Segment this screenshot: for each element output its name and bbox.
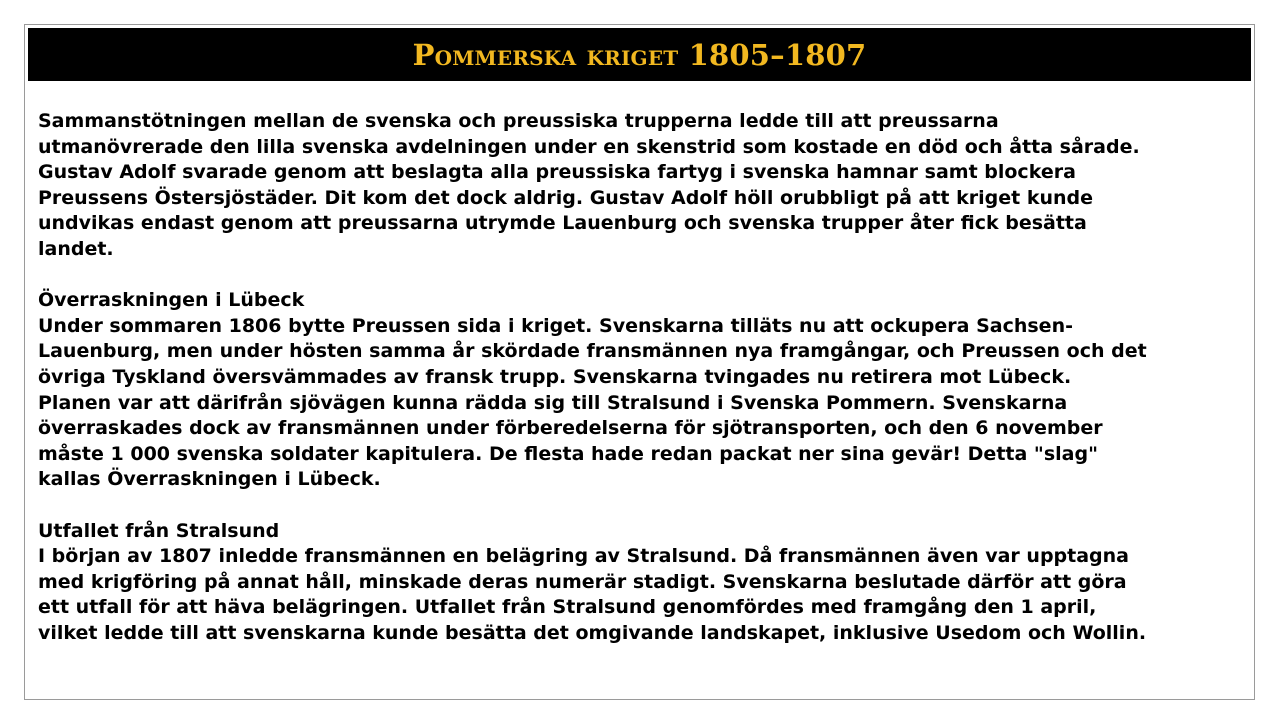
text-line: övriga Tyskland översvämmades av fransk trupp. Svenskarna tvingades nu retirera mot Lübeck.: [38, 365, 1072, 388]
slide-body: [38, 109, 1248, 646]
text-line: Gustav Adolf svarade genom att beslagta alla preussiska fartyg i svenska hamnar samt blockera: [38, 161, 1076, 184]
text-line: undvikas endast genom att preussarna utrymde Lauenburg och svenska trupper åter fick besätta: [38, 212, 1087, 235]
text-line: med krigföring på annat håll, minskade deras numerär stadigt. Svenskarna beslutade därför att göra: [38, 570, 1127, 593]
paragraph-luebeck: [38, 288, 1248, 493]
text-line: ett utfall för att häva belägringen. Utfallet från Stralsund genomfördes med framgång den 1 april,: [38, 596, 1097, 619]
page-title: Pommerska kriget 1805–1807: [412, 37, 867, 72]
text-line: överraskades dock av fransmännen under förberedelserna för sjötransporten, och den 6 november: [38, 417, 1103, 440]
text-line: utmanövrerade den lilla svenska avdelningen under en skenstrid som kostade en död och åtta sårade.: [38, 135, 1140, 158]
text-line: Sammanstötningen mellan de svenska och preussiska trupperna ledde till att preussarna: [38, 110, 999, 132]
paragraph-stralsund: [38, 519, 1248, 647]
text-line: Lauenburg, men under hösten samma år skördade fransmännen nya framgångar, och Preussen och det: [38, 340, 1147, 363]
text-line: Preussens Östersjöstäder. Dit kom det dock aldrig. Gustav Adolf höll orubbligt på att kriget kunde: [38, 186, 1094, 209]
slide-frame: [24, 24, 1255, 700]
paragraph-intro: [38, 109, 1248, 263]
section-heading: Överraskningen i Lübeck: [38, 289, 305, 312]
title-bar: [28, 28, 1251, 81]
text-line: vilket ledde till att svenskarna kunde besätta det omgivande landskapet, inklusive Usedom och Wollin.: [38, 621, 1147, 644]
text-line: Under sommaren 1806 bytte Preussen sida i kriget. Svenskarna tilläts nu att ockupera Sachsen-: [38, 314, 1073, 337]
text-line: kallas Överraskningen i Lübeck.: [38, 468, 381, 491]
text-line: måste 1 000 svenska soldater kapitulera. De flesta hade redan packat ner sina gevär! Detta "slag": [38, 442, 1098, 465]
text-line: Planen var att därifrån sjövägen kunna rädda sig till Stralsund i Svenska Pommern. Svenskarna: [38, 391, 1068, 414]
text-line: landet.: [38, 237, 114, 260]
section-heading: Utfallet från Stralsund: [38, 519, 280, 542]
text-line: I början av 1807 inledde fransmännen en belägring av Stralsund. Då fransmännen även var upptagna: [38, 545, 1129, 568]
